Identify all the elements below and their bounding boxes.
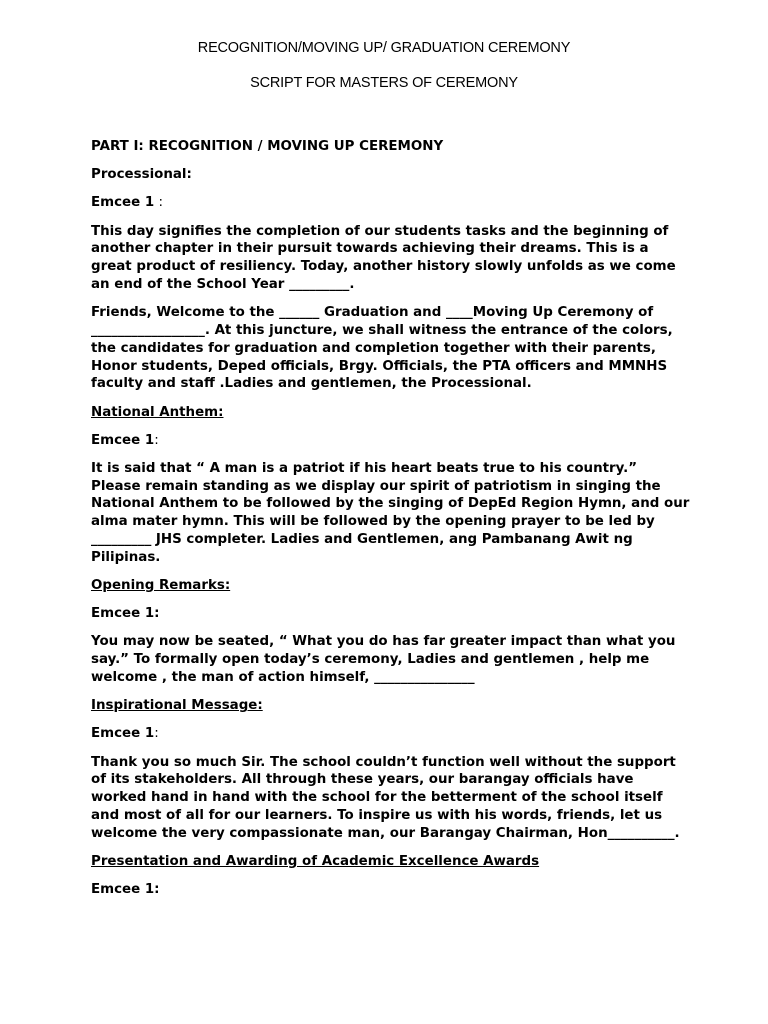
document-title: RECOGNITION/MOVING UP/ GRADUATION CEREMONY (197, 40, 571, 56)
document-body (91, 138, 691, 909)
emcee-separator: : (154, 432, 159, 448)
emcee-label: Emcee 1: (91, 882, 160, 898)
processional-heading: Processional: (91, 167, 192, 183)
script-paragraph: You may now be seated, “ What you do has far greater impact than what you say.” To formally open today’s ceremony, Ladies and gentlemen , help me welcome , the man of action himself, _______________ (91, 634, 676, 686)
script-paragraph: It is said that “ A man is a patriot if his heart beats true to his country.” Please remain standing as we display our spirit of patriotism in singing the National Anthem to be followed by the singing of DepEd Region Hymn, and our alma mater hymn. This will be followed by the opening prayer to be led by _________ JHS completer. Ladies and Gentlemen, ang Pambanang Awit ng Pilipinas. (91, 460, 690, 565)
emcee-name: Emcee 1 (91, 726, 155, 742)
emcee-label (91, 432, 691, 450)
emcee-separator: : (154, 726, 159, 742)
remarks-heading: Opening Remarks: (91, 578, 231, 594)
document-subtitle: SCRIPT FOR MASTERS OF CEREMONY (250, 75, 518, 91)
script-paragraph: This day signifies the completion of our students tasks and the beginning of another chapter in their pursuit towards achieving their dreams. This is a great product of resiliency. Today, another history slowly unfolds as we come an end of the School Year _________. (91, 223, 676, 292)
emcee-separator: : (154, 195, 163, 211)
script-paragraph: Thank you so much Sir. The school couldn’t function well without the support of its stakeholders. All through these years, our barangay officials have worked hand in hand with the school for the betterment of the school itself and most of all for our learners. To inspire us with his words, friends, let us welcome the very compassionate man, our Barangay Chairman, Hon__________. (91, 754, 680, 841)
emcee-label (91, 725, 691, 743)
part-heading: PART I: RECOGNITION / MOVING UP CEREMONY (91, 139, 444, 154)
awards-heading: Presentation and Awarding of Academic Excellence Awards (91, 853, 540, 869)
anthem-heading: National Anthem: (91, 404, 224, 420)
emcee-label (91, 194, 691, 212)
emcee-name: Emcee 1 (91, 195, 155, 211)
emcee-label: Emcee 1: (91, 606, 160, 622)
inspirational-heading: Inspirational Message: (91, 698, 263, 714)
script-paragraph: Friends, Welcome to the ______ Graduation and ____Moving Up Ceremony of _________________. At this juncture, we shall witness the entrance of the colors, the candidates for graduation and completion together with their parents, Honor students, Deped officials, Brgy. Officials, the PTA officers and MMNHS faculty and staff .Ladies and gentlemen, the Processional. (91, 305, 673, 392)
emcee-name: Emcee 1 (91, 432, 155, 448)
